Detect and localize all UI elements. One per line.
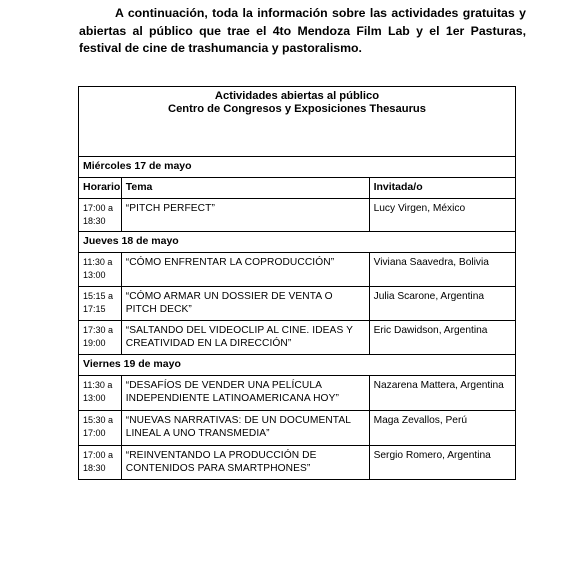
column-header-tema: Tema [121, 178, 369, 199]
table-row [79, 287, 516, 321]
tema-cell: “NUEVAS NARRATIVAS: DE UN DOCUMENTAL LINEAL A UNO TRANSMEDIA” [121, 411, 369, 446]
tema-cell: “CÓMO ENFRENTAR LA COPRODUCCIÓN” [121, 253, 369, 287]
time-cell [79, 411, 122, 446]
invitado-cell: Eric Dawidson, Argentina [369, 321, 515, 355]
day-header: Jueves 18 de mayo [79, 232, 516, 253]
intro-paragraph: A continuación, toda la información sobre las actividades gratuitas y abiertas al público que trae el 4to Mendoza Film Lab y el 1er Pasturas, festival de cine de trashumancia y pastoralismo. [79, 6, 526, 55]
table-title [79, 87, 516, 157]
time-cell [79, 253, 122, 287]
tema-cell: “CÓMO ARMAR UN DOSSIER DE VENTA O PITCH DECK” [121, 287, 369, 321]
start-time: 15:15 a [83, 291, 114, 301]
day-header: Viernes 19 de mayo [79, 355, 516, 376]
table-row [79, 321, 516, 355]
start-time: 17:00 a [83, 450, 114, 460]
end-time: 17:15 [83, 304, 106, 314]
end-time: 13:00 [83, 393, 106, 403]
invitado-cell: Lucy Virgen, México [369, 199, 515, 232]
end-time: 13:00 [83, 270, 106, 280]
tema-cell: “REINVENTANDO LA PRODUCCIÓN DE CONTENIDOS PARA SMARTPHONES” [121, 446, 369, 480]
day-header: Miércoles 17 de mayo [79, 157, 516, 178]
start-time: 17:30 a [83, 325, 114, 335]
end-time: 19:00 [83, 338, 106, 348]
start-time: 17:00 a [83, 203, 114, 213]
tema-cell: “PITCH PERFECT” [121, 199, 369, 232]
time-cell [79, 376, 122, 411]
tema-cell: “SALTANDO DEL VIDEOCLIP AL CINE. IDEAS Y CREATIVIDAD EN LA DIRECCIÓN” [121, 321, 369, 355]
time-cell [79, 287, 122, 321]
invitado-cell: Nazarena Mattera, Argentina [369, 376, 515, 411]
invitado-cell: Julia Scarone, Argentina [369, 287, 515, 321]
table-title-line2: Centro de Congresos y Exposiciones Thesaurus [167, 103, 426, 115]
start-time: 15:30 a [83, 415, 114, 425]
invitado-cell: Viviana Saavedra, Bolivia [369, 253, 515, 287]
time-cell [79, 199, 122, 232]
end-time: 18:30 [83, 216, 106, 226]
tema-cell: “DESAFÍOS DE VENDER UNA PELÍCULA INDEPENDIENTE LATINOAMERICANA HOY” [121, 376, 369, 411]
table-title-line1: Actividades abiertas al público [214, 90, 380, 102]
table-row [79, 376, 516, 411]
table-row [79, 199, 516, 232]
invitado-cell: Maga Zevallos, Perú [369, 411, 515, 446]
time-cell [79, 446, 122, 480]
table-row [79, 446, 516, 480]
column-header-horario: Horario [79, 178, 122, 199]
column-header-invitado: Invitada/o [369, 178, 515, 199]
table-row [79, 253, 516, 287]
invitado-cell: Sergio Romero, Argentina [369, 446, 515, 480]
end-time: 18:30 [83, 463, 106, 473]
schedule-table [78, 86, 516, 480]
end-time: 17:00 [83, 428, 106, 438]
time-cell [79, 321, 122, 355]
table-row [79, 411, 516, 446]
start-time: 11:30 a [83, 257, 113, 267]
start-time: 11:30 a [83, 380, 113, 390]
